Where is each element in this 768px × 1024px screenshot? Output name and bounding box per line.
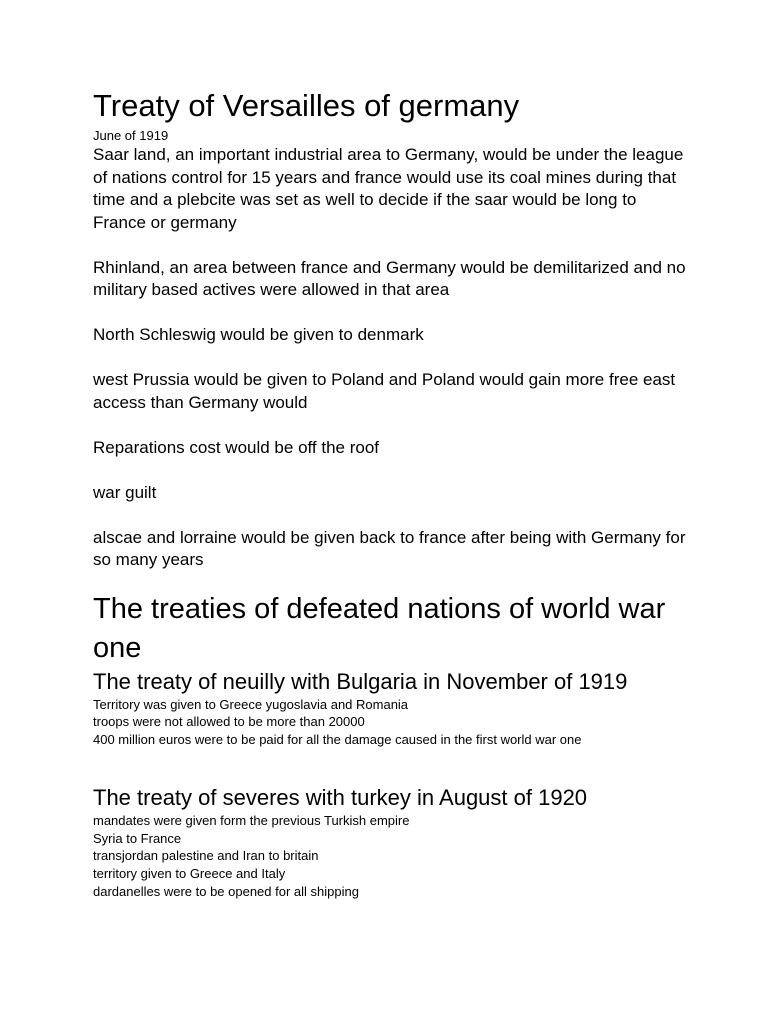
section-title: The treaties of defeated nations of world war one bbox=[93, 592, 666, 664]
severes-title: The treaty of severes with turkey in August of 1920 bbox=[93, 784, 588, 810]
list-item: mandates were given form the previous Turkish empire bbox=[93, 812, 410, 828]
paragraph-reparations: Reparations cost would be off the roof bbox=[93, 437, 380, 457]
severes-list bbox=[93, 812, 688, 901]
list-item: 400 million euros were to be paid for all the damage caused in the first world war one bbox=[93, 732, 582, 748]
paragraph-schleswig: North Schleswig would be given to denmark bbox=[93, 325, 424, 344]
paragraph-saar: Saar land, an important industrial area to Germany, would be under the league of nations control for 15 years and france would use its coal mines during that time and a plebcite was set as well to decide if the saar would be long to France or germany bbox=[93, 145, 684, 232]
date-line: June of 1919 bbox=[93, 128, 169, 143]
neuilly-title: The treaty of neuilly with Bulgaria in November of 1919 bbox=[93, 668, 628, 694]
paragraph-alsace-lorraine: alscae and lorraine would be given back to france after being with Germany for so many years bbox=[93, 527, 686, 569]
document-title: Treaty of Versailles of germany bbox=[93, 88, 520, 123]
list-item: territory given to Greece and Italy bbox=[93, 866, 286, 882]
versailles-terms bbox=[93, 144, 688, 572]
list-item: Territory was given to Greece yugoslavia and Romania bbox=[93, 696, 409, 712]
list-item: troops were not allowed to be more than 20000 bbox=[93, 714, 365, 730]
paragraph-war-guilt: war guilt bbox=[93, 482, 157, 502]
paragraph-west-prussia: west Prussia would be given to Poland and Poland would gain more free east access than Germany would bbox=[93, 370, 676, 412]
list-item: dardanelles were to be opened for all shipping bbox=[93, 884, 359, 900]
list-item: transjordan palestine and Iran to britain bbox=[93, 848, 319, 864]
neuilly-list bbox=[93, 696, 688, 749]
list-item: Syria to France bbox=[93, 830, 182, 846]
paragraph-rhineland: Rhinland, an area between france and Germany would be demilitarized and no military based actives were allowed in that area bbox=[93, 257, 686, 299]
